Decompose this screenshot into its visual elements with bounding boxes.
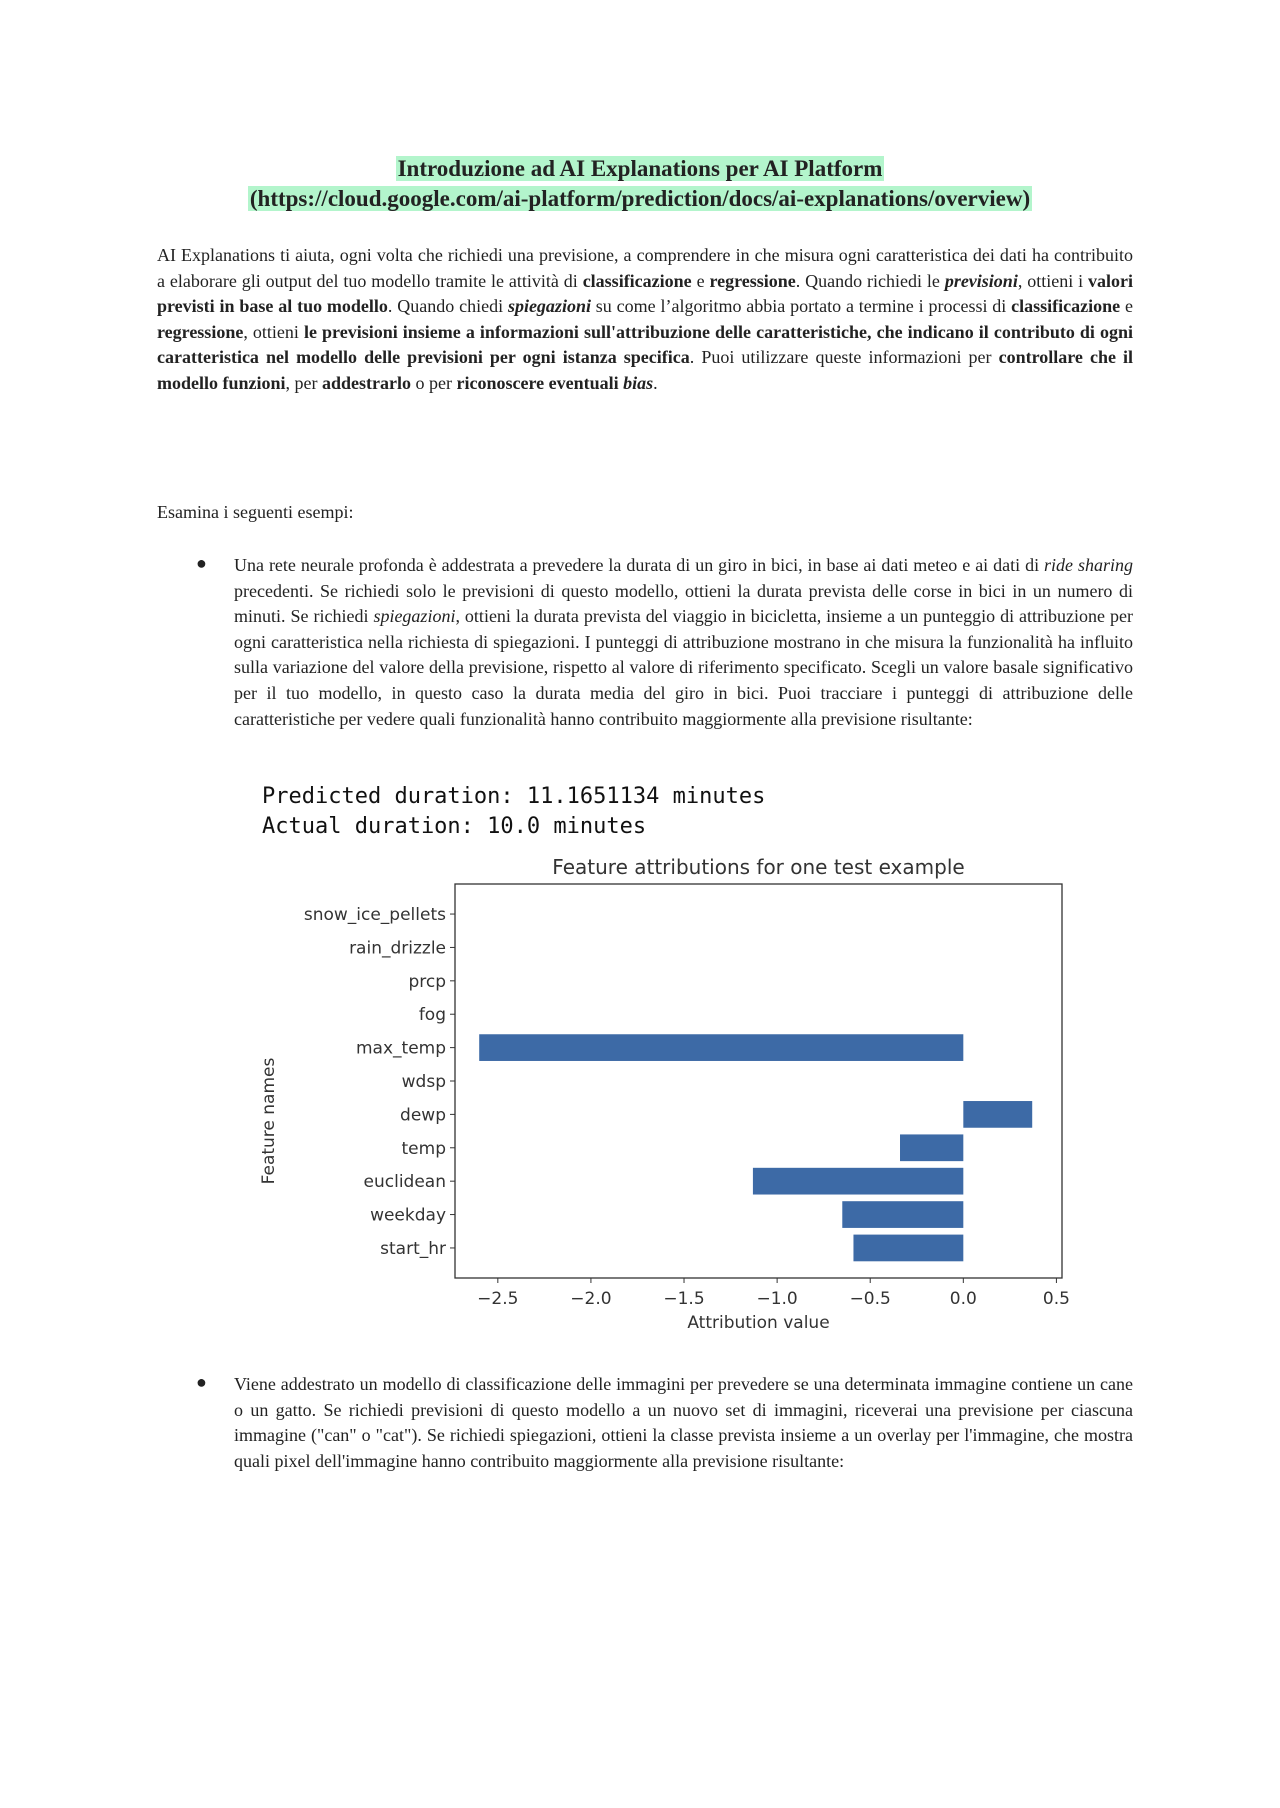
emphasized-text: previsioni (944, 270, 1018, 291)
emphasized-text: regressione (157, 321, 244, 342)
text-segment: precedenti. Se richiedi solo le previsioni di questo modello, ottieni la durata prevista delle corse in bici in un numero di minuti. Se richiedi (234, 580, 1133, 627)
title-text: Introduzione ad AI Explanations per AI Platform (397, 156, 883, 181)
text-segment: AI Explanations ti aiuta, ogni volta che richiedi una previsione, a comprendere in che misura ogni caratteristica dei dati ha contribuito a elaborare gli output del tuo modello tramite le attività di (157, 245, 1133, 291)
bullet-marker: ● (196, 553, 207, 573)
text-segment: . Puoi utilizzare queste informazioni per (689, 347, 999, 368)
title-link[interactable] (0, 184, 1280, 214)
emphasized-text: le previsioni insieme a informazioni sull'attribuzione delle caratteristiche, che indicano il contributo di ogni caratteristica nel modello delle previsioni per ogni istanza specifica (157, 321, 1133, 368)
page-title (0, 154, 1280, 184)
text-segment: e (1120, 296, 1133, 317)
text-segment: , ottieni i (1017, 270, 1088, 291)
bar-weekday (842, 1201, 963, 1228)
x-tick-label: −2.5 (477, 1289, 519, 1309)
emphasized-text: spiegazioni (373, 606, 456, 627)
y-tick-label: rain_drizzle (349, 938, 446, 959)
text-segment: . (653, 372, 658, 393)
text-segment: , ottieni la durata prevista del viaggio in bicicletta, insieme a un punteggio di attribuzione per ogni caratteristica nella richiesta di spiegazioni. I punteggi di attribuzione mostrano in che misura la funzionalità ha influito sulla variazione del valore della previsione, rispetto al valore di riferimento specificato. Scegli un valore basale significativo per il tuo modello, in questo caso la durata media del giro in bici. Puoi tracciare i punteggi di attribuzione delle caratteristiche per vedere quali funzionalità hanno contribuito maggiormente alla previsione risultante: (234, 606, 1133, 729)
y-tick-label: temp (401, 1138, 446, 1159)
text-segment: , ottieni (243, 321, 304, 342)
text-segment: su come l’algoritmo abbia portato a termine i processi di (590, 296, 1012, 317)
y-tick-label: euclidean (363, 1172, 446, 1193)
examples-heading: Esamina i seguenti esempi: (157, 502, 354, 522)
emphasized-text: valori previsti in base al tuo modello (157, 270, 1133, 317)
bar-temp (900, 1134, 963, 1161)
text-segment: . Quando chiedi (387, 296, 508, 317)
text-segment: o per (411, 372, 457, 393)
y-tick-label: max_temp (355, 1038, 446, 1059)
y-tick-label: fog (418, 1005, 446, 1026)
emphasized-text: spiegazioni (507, 296, 591, 317)
actual-duration: Actual duration: 10.0 minutes (262, 814, 647, 839)
y-tick-label: start_hr (380, 1238, 446, 1259)
bullet-marker: ● (196, 1372, 207, 1392)
x-tick-label: −2.0 (570, 1289, 612, 1309)
emphasized-text: addestrarlo (322, 372, 411, 393)
emphasized-text: riconoscere eventuali (456, 372, 624, 393)
y-axis-label: Feature names (259, 1057, 279, 1185)
text-segment: , per (285, 372, 322, 393)
emphasized-text: bias (623, 372, 654, 393)
text-segment: . Quando richiedi le (795, 270, 945, 291)
x-axis-label: Attribution value (687, 1313, 830, 1333)
text-segment: e (691, 270, 710, 291)
bar-max_temp (479, 1034, 963, 1061)
x-tick-label: 0.0 (949, 1289, 977, 1309)
emphasized-text: classificazione (582, 270, 692, 291)
y-tick-label: prcp (408, 971, 446, 992)
chart-title: Feature attributions for one test example (552, 855, 965, 879)
y-tick-label: weekday (370, 1205, 446, 1226)
y-tick-label: dewp (400, 1105, 446, 1126)
plot-frame (455, 884, 1062, 1278)
x-tick-label: −1.5 (663, 1289, 705, 1309)
x-tick-label: −0.5 (849, 1289, 891, 1309)
text-segment: Viene addestrato un modello di classificazione delle immagini per prevedere se una determinata immagine contiene un cane o un gatto. Se richiedi previsioni di questo modello a un nuovo set di immagini, riceverai una previsione per ciascuna immagine ("can" o "cat"). Se richiedi spiegazioni, ottieni la classe prevista insieme a un overlay per l'immagine, che mostra quali pixel dell'immagine hanno contribuito maggiormente alla previsione risultante: (234, 1374, 1133, 1471)
bar-euclidean (753, 1168, 963, 1195)
feature-attribution-chart (250, 840, 1100, 1340)
emphasized-text: controllare che il modello funzioni (157, 347, 1134, 393)
y-tick-label: wdsp (401, 1072, 446, 1092)
emphasized-text: regressione (709, 270, 796, 291)
bullet-item-image-example (234, 1372, 1133, 1474)
text-segment: Una rete neurale profonda è addestrata a prevedere la durata di un giro in bici, in base ai dati meteo e ai dati di (234, 555, 1045, 575)
x-tick-label: 0.5 (1042, 1289, 1070, 1309)
emphasized-text: ride sharing (1044, 555, 1133, 575)
intro-paragraph (157, 243, 1133, 397)
bar-start_hr (853, 1235, 963, 1262)
title-link-text[interactable]: (https://cloud.google.com/ai-platform/prediction/docs/ai-explanations/overview) (249, 186, 1031, 211)
emphasized-text: classificazione (1011, 296, 1121, 317)
y-tick-label: snow_ice_pellets (303, 905, 446, 926)
predicted-duration: Predicted duration: 11.1651134 minutes (262, 784, 766, 809)
x-tick-label: −1.0 (756, 1289, 798, 1309)
bullet-item-bike-example (234, 553, 1133, 732)
bar-dewp (963, 1101, 1032, 1128)
